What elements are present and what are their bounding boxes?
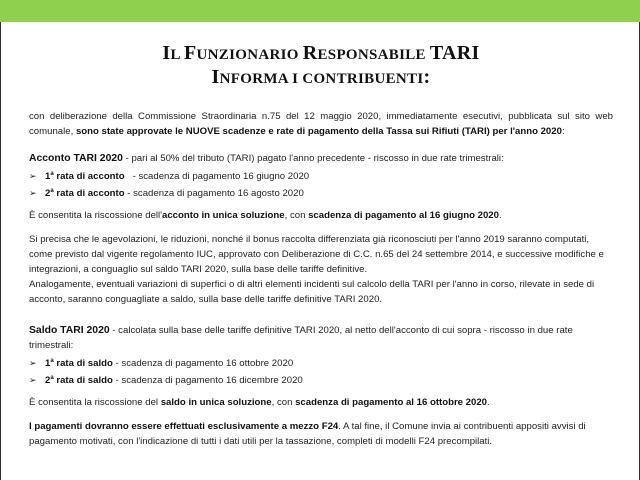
variazioni-paragraph: Analogamente, eventuali variazioni di superfici o di altri elementi incidenti sul calcolo della TARI per l'anno in corso, rilevate in sede di acconto, saranno conguagliate a saldo, sulla base delle tariffe definitive TARI 2020. (29, 279, 595, 305)
arrow-bullet-icon: ➢ (29, 188, 37, 198)
saldo-unica-paragraph: È consentita la riscossione del saldo in unica soluzione, con scadenza di pagamento al 16 ottobre 2020. (29, 397, 490, 408)
list-item: ➢ 1$^a$ rata di saldo - scadenza di pagamento 16 ottobre 2020 (29, 355, 613, 372)
header-green-bar (0, 0, 640, 22)
list-item: ➢ 1$^a$ rata di acconto - scadenza di pagamento 16 giugno 2020 (29, 168, 613, 185)
list-item: ➢ 2$^a$ rata di acconto - scadenza di pagamento 16 agosto 2020 (29, 185, 613, 202)
title-line-2: INFORMA I CONTRIBUENTI: (211, 66, 431, 88)
page-title (29, 42, 613, 90)
acconto-heading: Acconto TARI 2020 - pari al 50% del tributo (TARI) pagato l'anno precedente - riscosso in due rate trimestrali: (29, 153, 504, 164)
agevolazioni-paragraph: Si precisa che le agevolazioni, le riduzioni, nonché il bonus raccolta differenziata già riconosciuti per l'anno 2019 saranno computati, come previsto dal vigente regolamento IUC, approvato con Deliberazione di C.C. n.65 del 24 settembre 2014, e successive modifiche e integrazioni, a conguaglio sul saldo TARI 2020, sulla base delle tariffe definitive. (29, 234, 604, 275)
intro-paragraph: con deliberazione della Commissione Straordinaria n.75 del 12 maggio 2020, immediatamente esecutivi, pubblicata sul sito web comunale, sono state approvate le NUOVE scadenze e rate di pagamento della Tassa sui Rifiuti (TARI) per l'anno 2020: (29, 111, 613, 137)
pagamenti-paragraph: I pagamenti dovranno essere effettuati esclusivamente a mezzo F24. A tal fine, il Comune invia ai contribuenti appositi avvisi di pagamento motivati, con l'indicazione di tutti i dati utili per la tassazione, completi di modelli F24 precompilati. (29, 421, 586, 447)
saldo-rates-list (29, 355, 613, 389)
acconto-rates-list (29, 168, 613, 202)
list-item: ➢ 2$^a$ rata di saldo - scadenza di pagamento 16 dicembre 2020 (29, 372, 613, 389)
arrow-bullet-icon: ➢ (29, 375, 37, 385)
document-body (29, 42, 613, 449)
saldo-heading: Saldo TARI 2020 - calcolata sulla base delle tariffe definitive TARI 2020, al netto dell'acconto di cui sopra - riscosso in due rate trimestrali: (29, 325, 573, 351)
arrow-bullet-icon: ➢ (29, 171, 37, 181)
arrow-bullet-icon: ➢ (29, 358, 37, 368)
acconto-unica-paragraph: È consentita la riscossione dell'acconto in unica soluzione, con scadenza di pagamento al 16 giugno 2020. (29, 210, 502, 221)
title-line-1: IL FUNZIONARIO RESPONSABILE TARI (162, 42, 480, 64)
